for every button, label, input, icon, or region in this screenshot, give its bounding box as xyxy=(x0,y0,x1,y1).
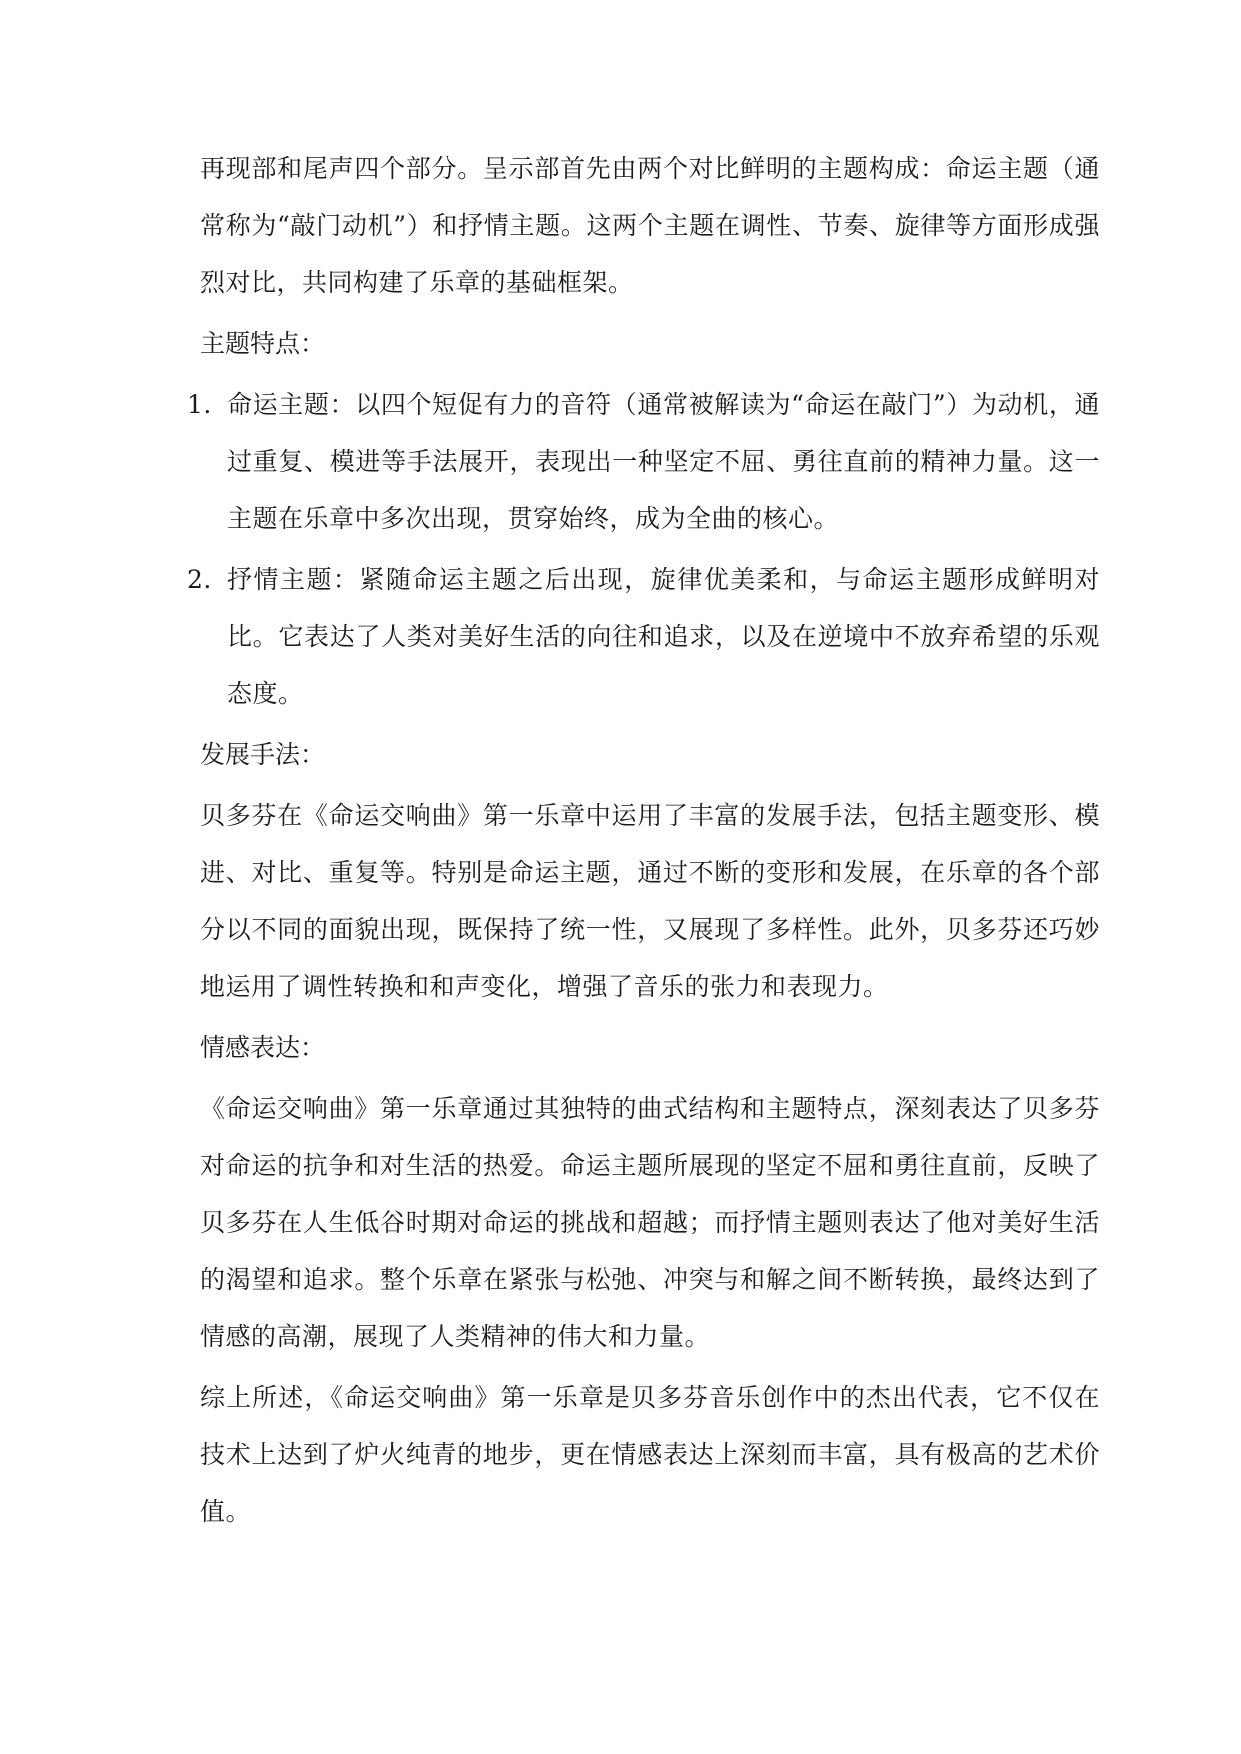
list-number: 1. xyxy=(187,390,212,419)
development-paragraph: 贝多芬在《命运交响曲》第一乐章中运用了丰富的发展手法，包括主题变形、模进、对比、重复等。特别是命运主题，通过不断的变形和发展，在乐章的各个部分以不同的面貌出现，既保持了统一性，又展现了多样性。此外，贝多芬还巧妙地运用了调性转换和和声变化，增强了音乐的张力和表现力。 xyxy=(200,801,1100,1001)
list-item-text: 抒情主题：紧随命运主题之后出现，旋律优美柔和，与命运主题形成鲜明对比。它表达了人类对美好生活的向往和追求，以及在逆境中不放弃希望的乐观态度。 xyxy=(227,565,1100,708)
list-item-fate-theme xyxy=(187,376,1100,547)
development-heading: 发展手法： xyxy=(200,740,326,769)
document-body xyxy=(187,140,1100,1540)
emotion-paragraph: 《命运交响曲》第一乐章通过其独特的曲式结构和主题特点，深刻表达了贝多芬对命运的抗争和对生活的热爱。命运主题所展现的坚定不屈和勇往直前，反映了贝多芬在人生低谷时期对命运的挑战和超越；而抒情主题则表达了他对美好生活的渴望和追求。整个乐章在紧张与松弛、冲突与和解之间不断转换，最终达到了情感的高潮，展现了人类精神的伟大和力量。 xyxy=(200,1094,1100,1351)
intro-paragraph: 再现部和尾声四个部分。呈示部首先由两个对比鲜明的主题构成：命运主题（通常称为“敲门动机”）和抒情主题。这两个主题在调性、节奏、旋律等方面形成强烈对比，共同构建了乐章的基础框架。 xyxy=(200,154,1100,297)
list-number: 2. xyxy=(187,565,212,594)
list-item-text: 命运主题：以四个短促有力的音符（通常被解读为“命运在敲门”）为动机，通过重复、模进等手法展开，表现出一种坚定不屈、勇往直前的精神力量。这一主题在乐章中多次出现，贯穿始终，成为全曲的核心。 xyxy=(227,390,1100,533)
emotion-heading: 情感表达： xyxy=(200,1033,326,1062)
conclusion-paragraph: 综上所述，《命运交响曲》第一乐章是贝多芬音乐创作中的杰出代表，它不仅在技术上达到了炉火纯青的地步，更在情感表达上深刻而丰富，具有极高的艺术价值。 xyxy=(200,1383,1100,1526)
themes-heading: 主题特点： xyxy=(200,329,326,358)
list-item-lyrical-theme xyxy=(187,551,1100,722)
